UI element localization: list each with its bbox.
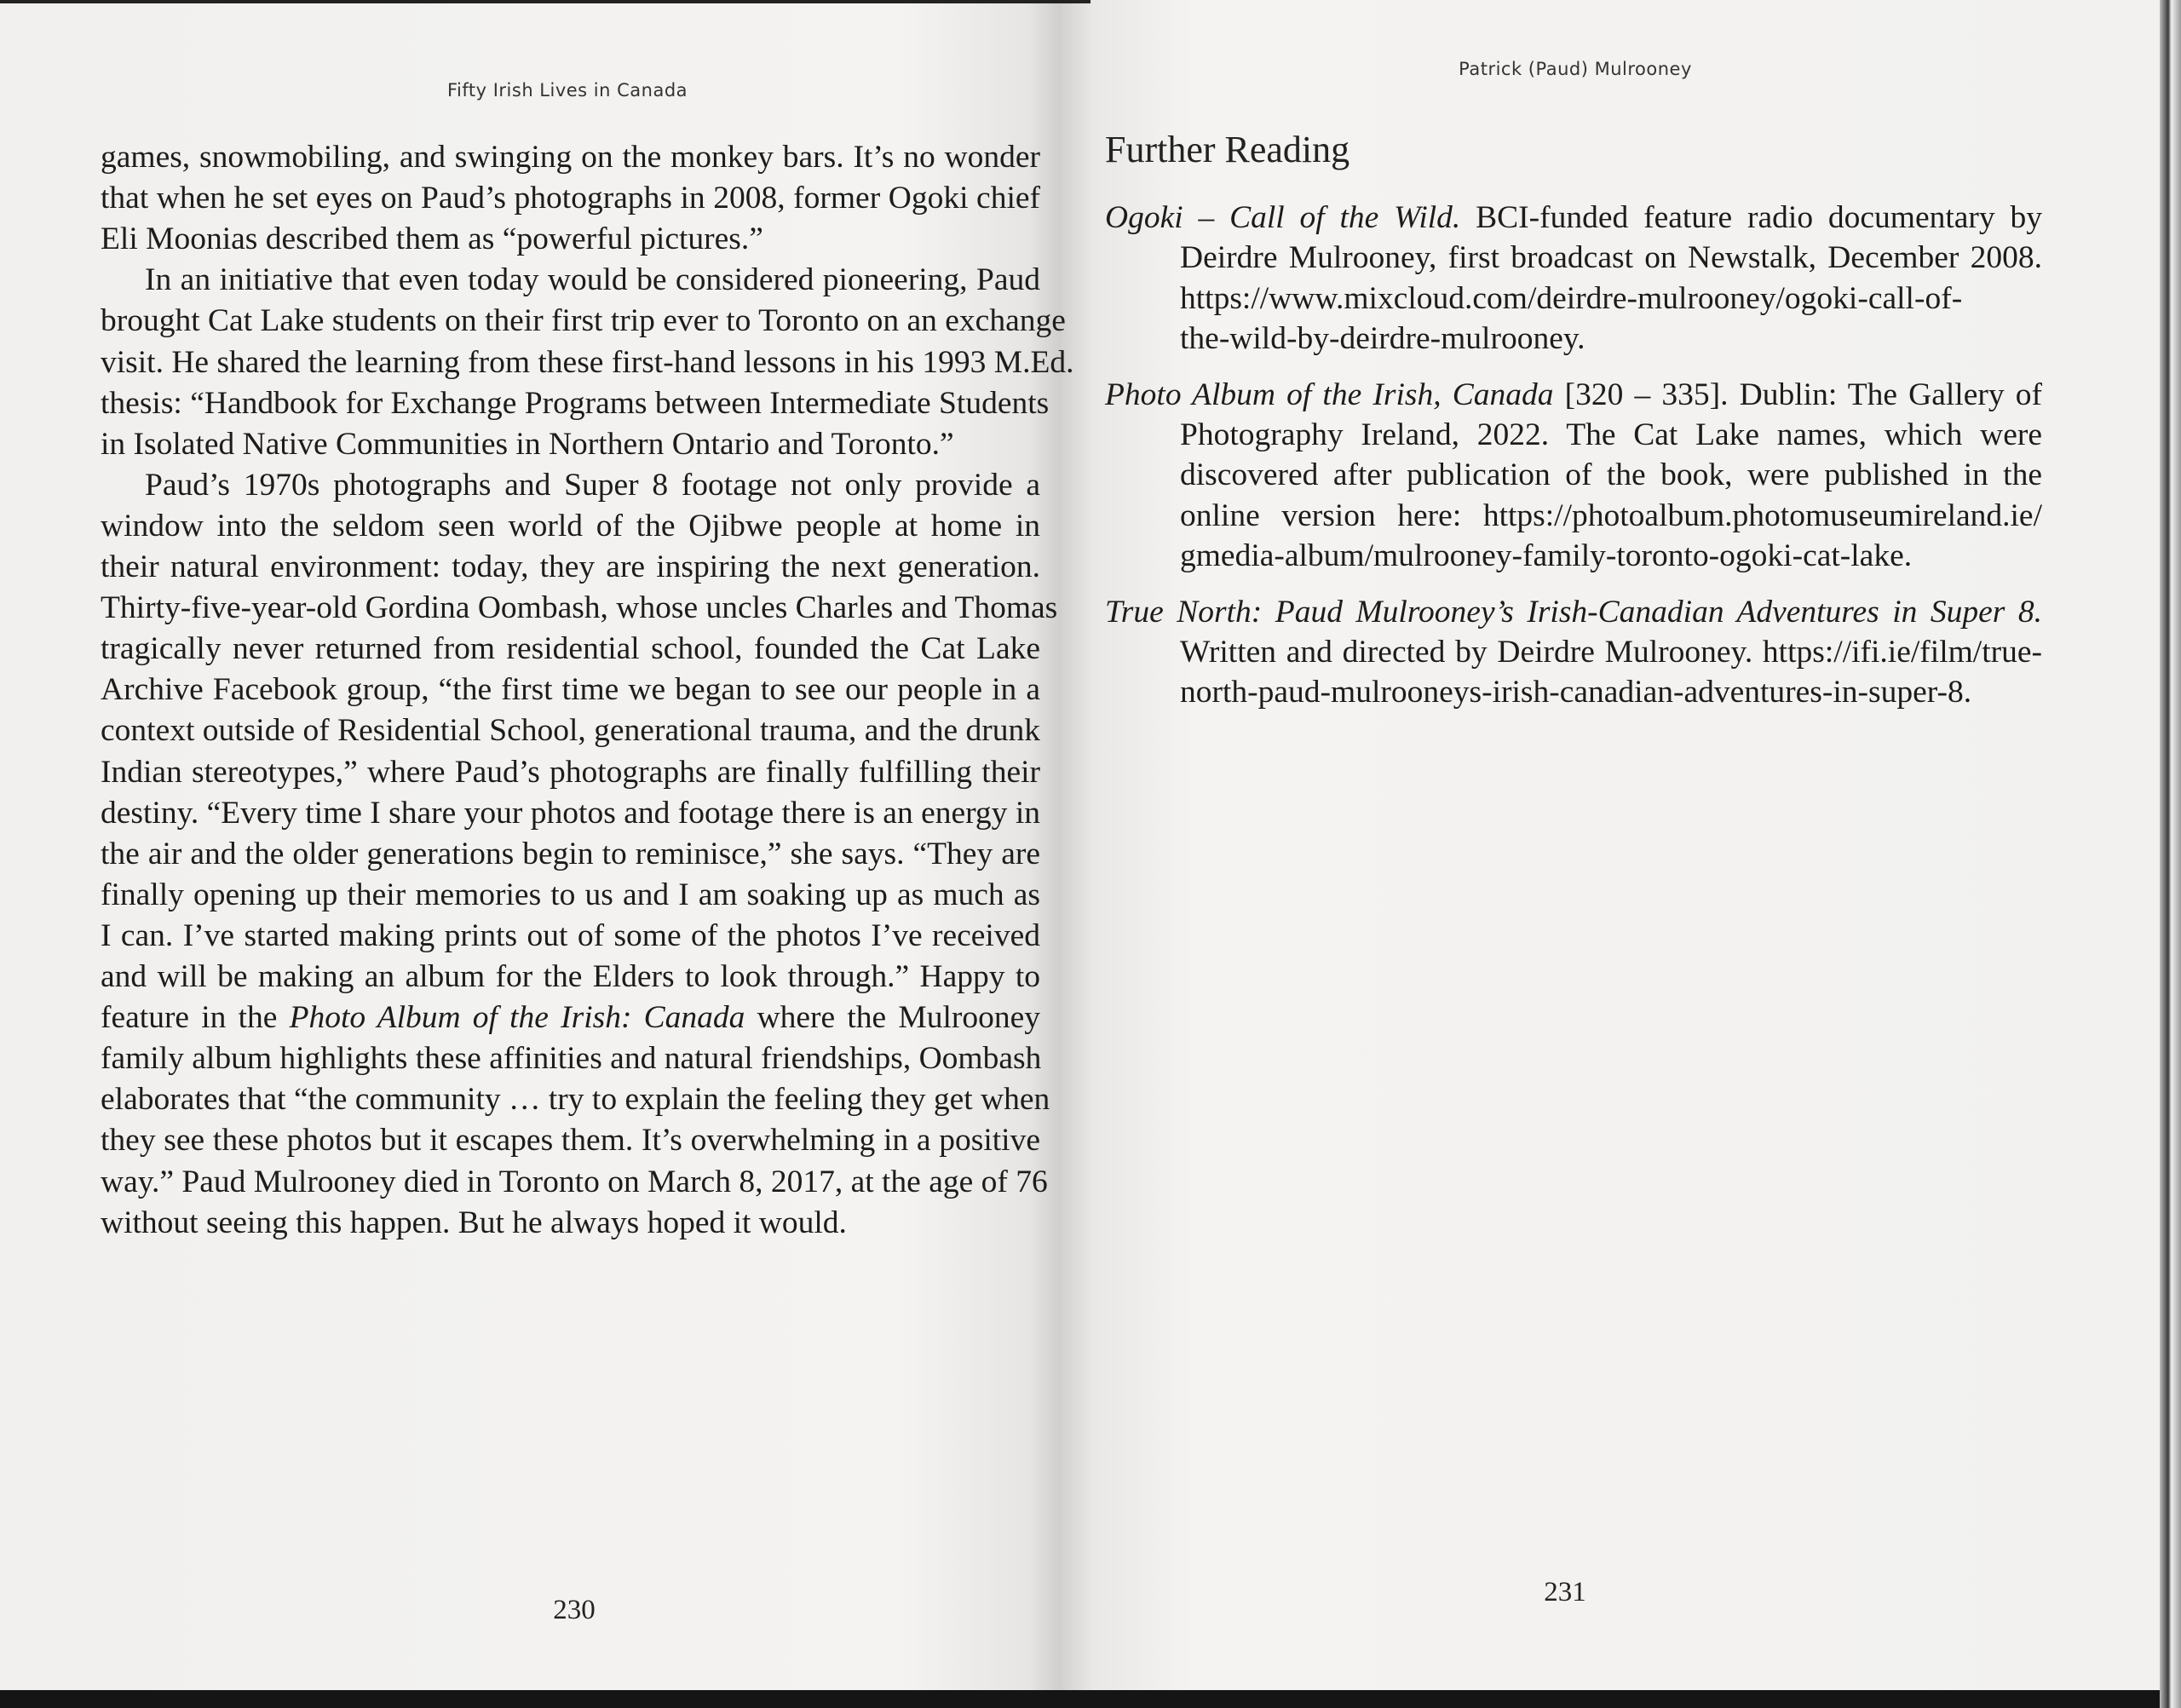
italic-title: Photo Album of the Irish, Canada <box>1105 377 1554 412</box>
text-segment: window into the seldom seen world of the Ojibwe people at home in <box>101 508 1040 543</box>
text-segment: feature in the <box>101 1000 290 1036</box>
text-line <box>101 629 1040 670</box>
text-segment: Eli Moonias described them as “powerful pictures.” <box>101 221 763 257</box>
text-line <box>101 547 1040 588</box>
page-number-left: 230 <box>553 1595 596 1625</box>
italic-title: Ogoki – Call of the Wild. <box>1105 200 1461 235</box>
italic-title: Photo Album of the Irish: Canada <box>289 1000 745 1036</box>
text-segment: destiny. “Every time I share your photos and footage there is an energy in <box>101 795 1040 831</box>
text-line <box>1180 536 2042 577</box>
scan-bottom-edge <box>0 1690 2181 1708</box>
text-segment: https://www.mixcloud.com/deirdre-mulrooney/ogoki-call-of- <box>1180 280 1963 316</box>
text-line <box>101 998 1040 1038</box>
text-line <box>1105 592 2042 633</box>
text-segment: Written and directed by Deirdre Mulrooney. https://ifi.ie/film/true- <box>1180 635 2042 670</box>
text-segment: finally opening up their memories to us and I am soaking up as much as <box>101 877 1040 912</box>
scan-top-edge <box>0 0 1090 3</box>
text-segment: the air and the older generations begin to reminisce,” she says. “They are <box>101 836 1040 871</box>
text-line <box>101 506 1040 547</box>
text-line <box>101 834 1040 875</box>
text-line <box>101 1038 1040 1079</box>
text-line <box>1180 632 2042 673</box>
text-segment: Deirdre Mulrooney, first broadcast on Newstalk, December 2008. <box>1180 240 2042 276</box>
text-line <box>101 1120 1040 1161</box>
text-line <box>1180 415 2042 456</box>
text-line <box>101 301 1066 342</box>
text-line <box>101 752 1040 793</box>
text-line <box>1180 238 2042 279</box>
text-segment: context outside of Residential School, generational trauma, and the drunk <box>101 713 1040 749</box>
text-segment: Thirty-five-year-old Gordina Oombash, whose uncles Charles and Thomas <box>101 590 1058 626</box>
text-line <box>101 710 1040 751</box>
text-line <box>101 1203 1040 1244</box>
right-running-head: Patrick (Paud) Mulrooney <box>1459 59 1692 79</box>
text-segment: thesis: “Handbook for Exchange Programs between Intermediate Students <box>101 385 1050 421</box>
text-segment: discovered after publication of the book, were published in the <box>1180 457 2042 493</box>
left-running-head: Fifty Irish Lives in Canada <box>446 80 688 101</box>
text-segment: I can. I’ve started making prints out of some of the photos I’ve received <box>101 917 1040 953</box>
text-segment: Archive Facebook group, “the first time we began to see our people in a <box>101 672 1040 708</box>
text-line <box>145 465 1040 506</box>
italic-title: True North: Paud Mulrooney’s Irish-Canadian Adventures in Super 8. <box>1105 594 2042 630</box>
text-line <box>101 957 1040 998</box>
text-segment: BCI-funded feature radio documentary by <box>1460 200 2042 235</box>
text-line <box>101 1079 1050 1120</box>
text-line <box>101 588 1058 629</box>
text-line <box>1180 455 2042 496</box>
text-segment: Photography Ireland, 2022. The Cat Lake names, which were <box>1180 417 2042 452</box>
text-line <box>101 670 1040 710</box>
text-segment: brought Cat Lake students on their first trip ever to Toronto on an exchange <box>101 303 1066 339</box>
text-segment: in Isolated Native Communities in Northern Ontario and Toronto.” <box>101 426 954 462</box>
text-segment: their natural environment: today, they are inspiring the next generation. <box>101 549 1040 584</box>
text-segment: way.” Paud Mulrooney died in Toronto on March 8, 2017, at the age of 76 <box>101 1164 1048 1199</box>
text-segment: family album highlights these affinities and natural friendships, Oombash <box>101 1041 1042 1077</box>
text-line <box>101 219 1040 260</box>
text-line <box>101 383 1050 424</box>
page-number-right: 231 <box>1544 1577 1586 1607</box>
text-line <box>101 1162 1048 1203</box>
text-segment: online version here: https://photoalbum.photomuseumireland.ie/ <box>1180 497 2042 533</box>
text-line <box>101 875 1040 916</box>
text-segment: where the Mulrooney <box>745 1000 1040 1036</box>
text-line <box>1105 375 2042 416</box>
text-segment: [320 – 335]. Dublin: The Gallery of <box>1553 377 2042 412</box>
text-line <box>1180 496 2042 537</box>
text-segment: they see these photos but it escapes them. It’s overwhelming in a positive <box>101 1123 1040 1159</box>
text-segment: north-paud-mulrooneys-irish-canadian-adventures-in-super-8. <box>1180 675 1972 710</box>
text-segment: Indian stereotypes,” where Paud’s photographs are finally fulfilling their <box>101 754 1040 790</box>
text-line <box>1105 198 2042 239</box>
text-segment: games, snowmobiling, and swinging on the monkey bars. It’s no wonder <box>101 140 1040 175</box>
text-segment: gmedia-album/mulrooney-family-toronto-ogoki-cat-lake. <box>1180 538 1913 574</box>
text-segment: tragically never returned from residential school, founded the Cat Lake <box>101 631 1040 667</box>
text-line <box>1180 672 2042 713</box>
text-line <box>101 137 1040 178</box>
text-line <box>101 793 1040 834</box>
text-line <box>101 916 1040 957</box>
text-segment: the-wild-by-deirdre-mulrooney. <box>1180 321 1585 357</box>
text-segment: and will be making an album for the Elders to look through.” Happy to <box>101 959 1040 994</box>
further-reading-heading: Further Reading <box>1105 129 1350 170</box>
text-segment: In an initiative that even today would be considered pioneering, Paud <box>145 262 1040 298</box>
text-line <box>101 424 1040 465</box>
text-segment: Paud’s 1970s photographs and Super 8 footage not only provide a <box>145 467 1040 503</box>
text-segment: visit. He shared the learning from these first-hand lessons in his 1993 M.Ed. <box>101 344 1074 380</box>
text-segment: without seeing this happen. But he always hoped it would. <box>101 1205 847 1240</box>
text-line <box>1180 319 2042 359</box>
text-segment: that when he set eyes on Paud’s photographs in 2008, former Ogoki chief <box>101 181 1040 216</box>
text-line <box>101 342 1074 383</box>
text-line <box>145 260 1040 301</box>
text-segment: elaborates that “the community … try to explain the feeling they get when <box>101 1082 1050 1118</box>
text-line <box>101 178 1040 219</box>
book-edge <box>2160 0 2181 1708</box>
text-line <box>1180 279 2042 319</box>
